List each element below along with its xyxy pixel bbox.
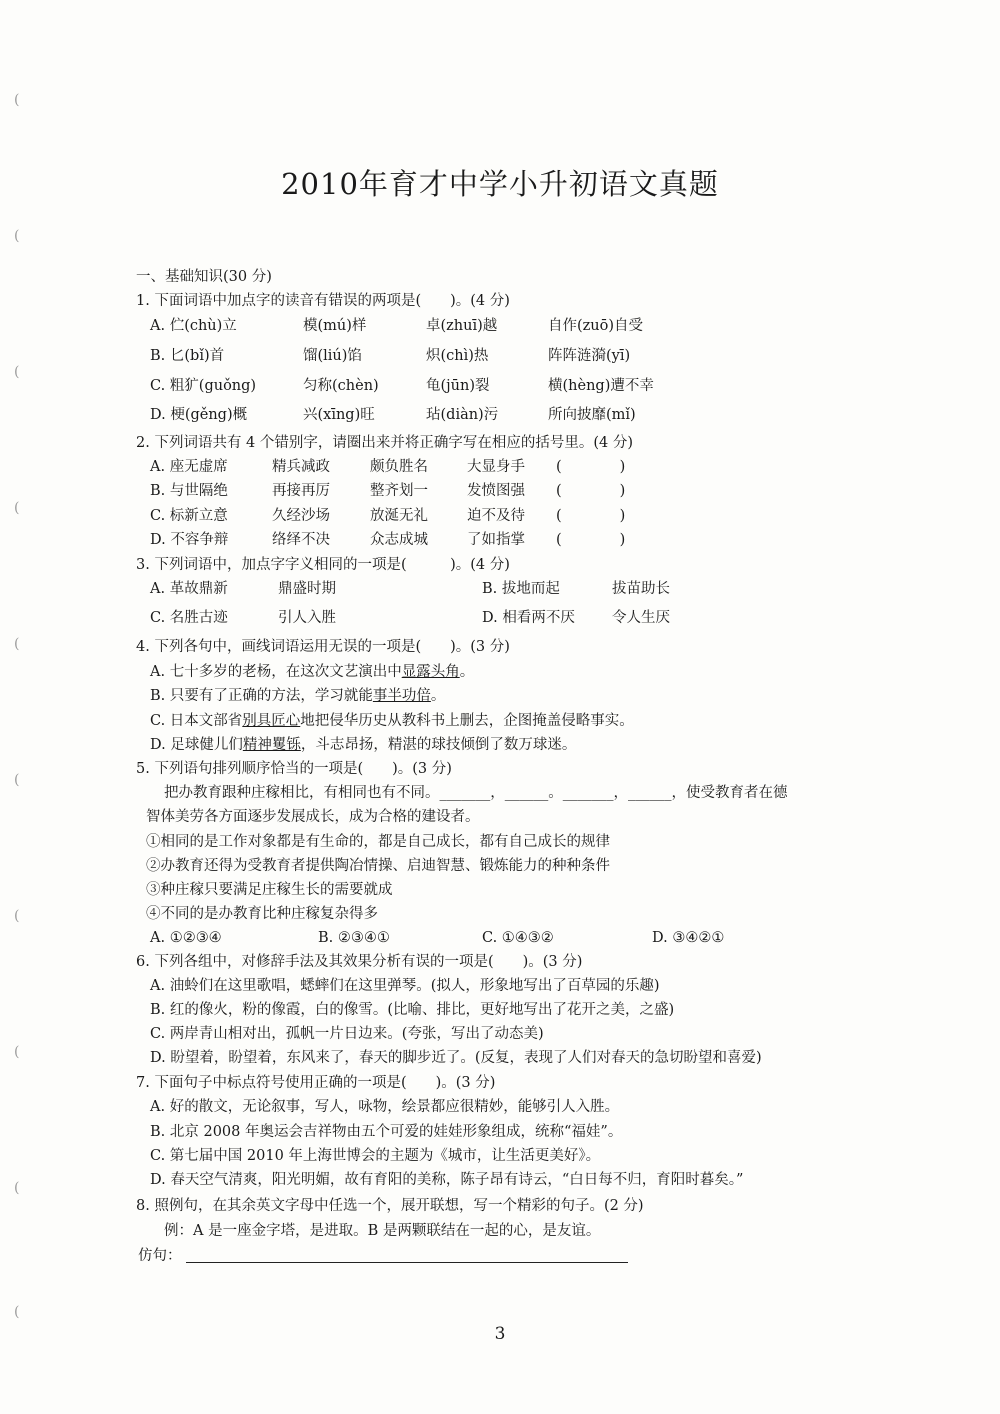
question-1-stem: 1. 下面词语中加点字的读音有错误的两项是( )。(4 分) bbox=[136, 293, 510, 309]
q8-imitate-label: 仿句： bbox=[138, 1248, 182, 1264]
q2-option: 发愤图强 bbox=[467, 483, 525, 499]
binding-mark: ( bbox=[14, 772, 20, 788]
binding-mark: ( bbox=[14, 908, 20, 924]
binding-mark: ( bbox=[14, 1044, 20, 1060]
q1-option: B. 匕(bǐ)首 bbox=[150, 348, 225, 364]
binding-mark: ( bbox=[14, 92, 20, 108]
page-title: 2010年育才中学小升初语文真题 bbox=[281, 167, 719, 201]
q2-option: 了如指掌 bbox=[467, 532, 525, 548]
q2-option: 众志成城 bbox=[370, 532, 428, 548]
q3-option: 拔苗助长 bbox=[612, 581, 670, 597]
q4-underlined-phrase: 别具匠心 bbox=[242, 713, 301, 729]
binding-mark: ( bbox=[14, 1180, 20, 1196]
question-8-stem: 8. 照例句，在其余英文字母中任选一个，展开联想，写一个精彩的句子。(2 分) bbox=[136, 1198, 644, 1214]
binding-mark: ( bbox=[14, 636, 20, 652]
q5-sentence: ②办教育还得为受教育者提供陶冶情操、启迪智慧、锻炼能力的种种条件 bbox=[146, 858, 610, 874]
q5-option: D. ③④②① bbox=[652, 930, 725, 946]
q4-underlined-phrase: 事半功倍 bbox=[372, 688, 431, 704]
section-heading: 一、基础知识(30 分) bbox=[136, 269, 272, 285]
q2-option: 大显身手 bbox=[467, 459, 525, 475]
q3-option: C. 名胜古迹 bbox=[150, 610, 228, 626]
q1-option: 匀称(chèn) bbox=[303, 378, 379, 394]
q7-option: D. 春天空气清爽，阳光明媚，故有育阳的美称，陈子昂有诗云，“白日每不归，育阳时暮矣。” bbox=[150, 1172, 744, 1188]
question-7-stem: 7. 下面句子中标点符号使用正确的一项是( )。(3 分) bbox=[136, 1075, 496, 1091]
q3-option: 引人入胜 bbox=[278, 610, 336, 626]
q2-option: 精兵减政 bbox=[272, 459, 330, 475]
q8-example: 例：A 是一座金字塔，是进取。B 是两颗联结在一起的心，是友谊。 bbox=[164, 1223, 601, 1239]
q2-option: D. 不容争辩 bbox=[150, 532, 229, 548]
q4-underlined-phrase: 精神矍铄 bbox=[242, 737, 301, 753]
q2-option: 放涎无礼 bbox=[370, 508, 428, 524]
q2-option: B. 与世隔绝 bbox=[150, 483, 228, 499]
q1-option: 龟(jūn)裂 bbox=[426, 378, 490, 394]
q4-text: 地把侵华历史从教科书上删去，企图掩盖侵略事实。 bbox=[300, 713, 634, 729]
q2-option: 颇负胜名 bbox=[370, 459, 428, 475]
q2-answer-blank[interactable]: ( ) bbox=[556, 532, 626, 548]
q1-option: A. 伫(chù)立 bbox=[150, 318, 237, 334]
q7-option: C. 第七届中国 2010 年上海世博会的主题为《城市，让生活更美好》。 bbox=[150, 1148, 601, 1164]
q3-option: 鼎盛时期 bbox=[278, 581, 336, 597]
binding-mark: ( bbox=[14, 228, 20, 244]
q3-option: A. 革故鼎新 bbox=[150, 581, 228, 597]
q1-option: 阵阵涟漪(yī) bbox=[548, 348, 631, 364]
q5-option: A. ①②③④ bbox=[150, 930, 222, 946]
q5-sentence: ①相同的是工作对象都是有生命的，都是自己成长，都有自己成长的规律 bbox=[146, 834, 610, 850]
q4-text: 。 bbox=[430, 688, 446, 704]
q1-option: 玷(diàn)污 bbox=[426, 407, 499, 423]
q6-option: B. 红的像火，粉的像霞，白的像雪。(比喻、排比，更好地写出了花开之美，之盛) bbox=[150, 1002, 675, 1018]
q5-sentence: ④不同的是办教育比种庄稼复杂得多 bbox=[146, 906, 378, 922]
q1-option: 模(mú)样 bbox=[303, 318, 367, 334]
binding-mark: ( bbox=[14, 500, 20, 516]
question-2-stem: 2. 下列词语共有 4 个错别字，请圈出来并将正确字写在相应的括号里。(4 分) bbox=[136, 435, 634, 451]
q4-text: D. 足球健儿们 bbox=[150, 737, 243, 753]
q6-option: D. 盼望着，盼望着，东风来了，春天的脚步近了。(反复，表现了人们对春天的急切盼望和喜爱) bbox=[150, 1050, 762, 1066]
q5-passage: 把办教育跟种庄稼相比，有相同也有不同。_______，______。_______，______，使受教育者在德 bbox=[164, 785, 788, 801]
q1-option: C. 粗犷(guǒng) bbox=[150, 378, 257, 394]
q4-text: 。 bbox=[459, 664, 475, 680]
q3-option: D. 相看两不厌 bbox=[482, 610, 575, 626]
q1-option: 所向披靡(mǐ) bbox=[548, 407, 636, 423]
q1-option: 自作(zuō)自受 bbox=[548, 318, 644, 334]
q2-option: 迫不及待 bbox=[467, 508, 525, 524]
q8-answer-line[interactable] bbox=[186, 1262, 628, 1263]
q5-option: C. ①④③② bbox=[482, 930, 554, 946]
q2-answer-blank[interactable]: ( ) bbox=[556, 483, 626, 499]
question-4-stem: 4. 下列各句中，画线词语运用无误的一项是( )。(3 分) bbox=[136, 639, 510, 655]
q6-option: C. 两岸青山相对出，孤帆一片日边来。(夸张，写出了动态美) bbox=[150, 1026, 544, 1042]
q4-option-a bbox=[150, 663, 474, 681]
q4-text: A. 七十多岁的老杨，在这次文艺演出中 bbox=[150, 664, 402, 680]
question-3-stem: 3. 下列词语中，加点字字义相同的一项是( )。(4 分) bbox=[136, 557, 510, 573]
q4-underlined-phrase: 显露头角 bbox=[401, 664, 460, 680]
q1-option: 炽(chì)热 bbox=[426, 348, 489, 364]
q4-text: B. 只要有了正确的方法，学习就能 bbox=[150, 688, 373, 704]
q1-option: 兴(xīng)旺 bbox=[303, 407, 375, 423]
q4-option-c bbox=[150, 712, 634, 730]
q1-option: D. 梗(gěng)概 bbox=[150, 407, 248, 423]
question-5-stem: 5. 下列语句排列顺序恰当的一项是( )。(3 分) bbox=[136, 761, 452, 777]
q7-option: A. 好的散文，无论叙事，写人，咏物，绘景都应很精妙，能够引人入胜。 bbox=[150, 1099, 620, 1115]
q2-option: 久经沙场 bbox=[272, 508, 330, 524]
binding-mark: ( bbox=[14, 364, 20, 380]
q1-option: 馏(liú)馅 bbox=[303, 348, 362, 364]
q1-option: 卓(zhuī)越 bbox=[426, 318, 498, 334]
binding-mark: ( bbox=[14, 1304, 20, 1320]
q4-text: C. 日本文部省 bbox=[150, 713, 243, 729]
page-number: 3 bbox=[494, 1324, 506, 1344]
question-6-stem: 6. 下列各组中，对修辞手法及其效果分析有误的一项是( )。(3 分) bbox=[136, 954, 583, 970]
q2-answer-blank[interactable]: ( ) bbox=[556, 459, 626, 475]
q5-option: B. ②③④① bbox=[318, 930, 390, 946]
q7-option: B. 北京 2008 年奥运会吉祥物由五个可爱的娃娃形象组成，统称“福娃”。 bbox=[150, 1124, 623, 1140]
q4-option-d bbox=[150, 736, 576, 754]
q1-option: 横(hèng)遭不幸 bbox=[548, 378, 654, 394]
q2-answer-blank[interactable]: ( ) bbox=[556, 508, 626, 524]
q2-option: 整齐划一 bbox=[370, 483, 428, 499]
q2-option: 络绎不决 bbox=[272, 532, 330, 548]
q2-option: A. 座无虚席 bbox=[150, 459, 228, 475]
q3-option: B. 拔地而起 bbox=[482, 581, 560, 597]
q5-passage: 智体美劳各方面逐步发展成长，成为合格的建设者。 bbox=[146, 809, 480, 825]
q4-option-b bbox=[150, 687, 445, 705]
q2-option: 再接再厉 bbox=[272, 483, 330, 499]
q4-text: ，斗志昂扬，精湛的球技倾倒了数万球迷。 bbox=[300, 737, 577, 753]
q2-option: C. 标新立意 bbox=[150, 508, 228, 524]
q5-sentence: ③种庄稼只要满足庄稼生长的需要就成 bbox=[146, 882, 393, 898]
q3-option: 令人生厌 bbox=[612, 610, 670, 626]
q6-option: A. 油蛉们在这里歌唱，蟋蟀们在这里弹琴。(拟人，形象地写出了百草园的乐趣) bbox=[150, 978, 660, 994]
